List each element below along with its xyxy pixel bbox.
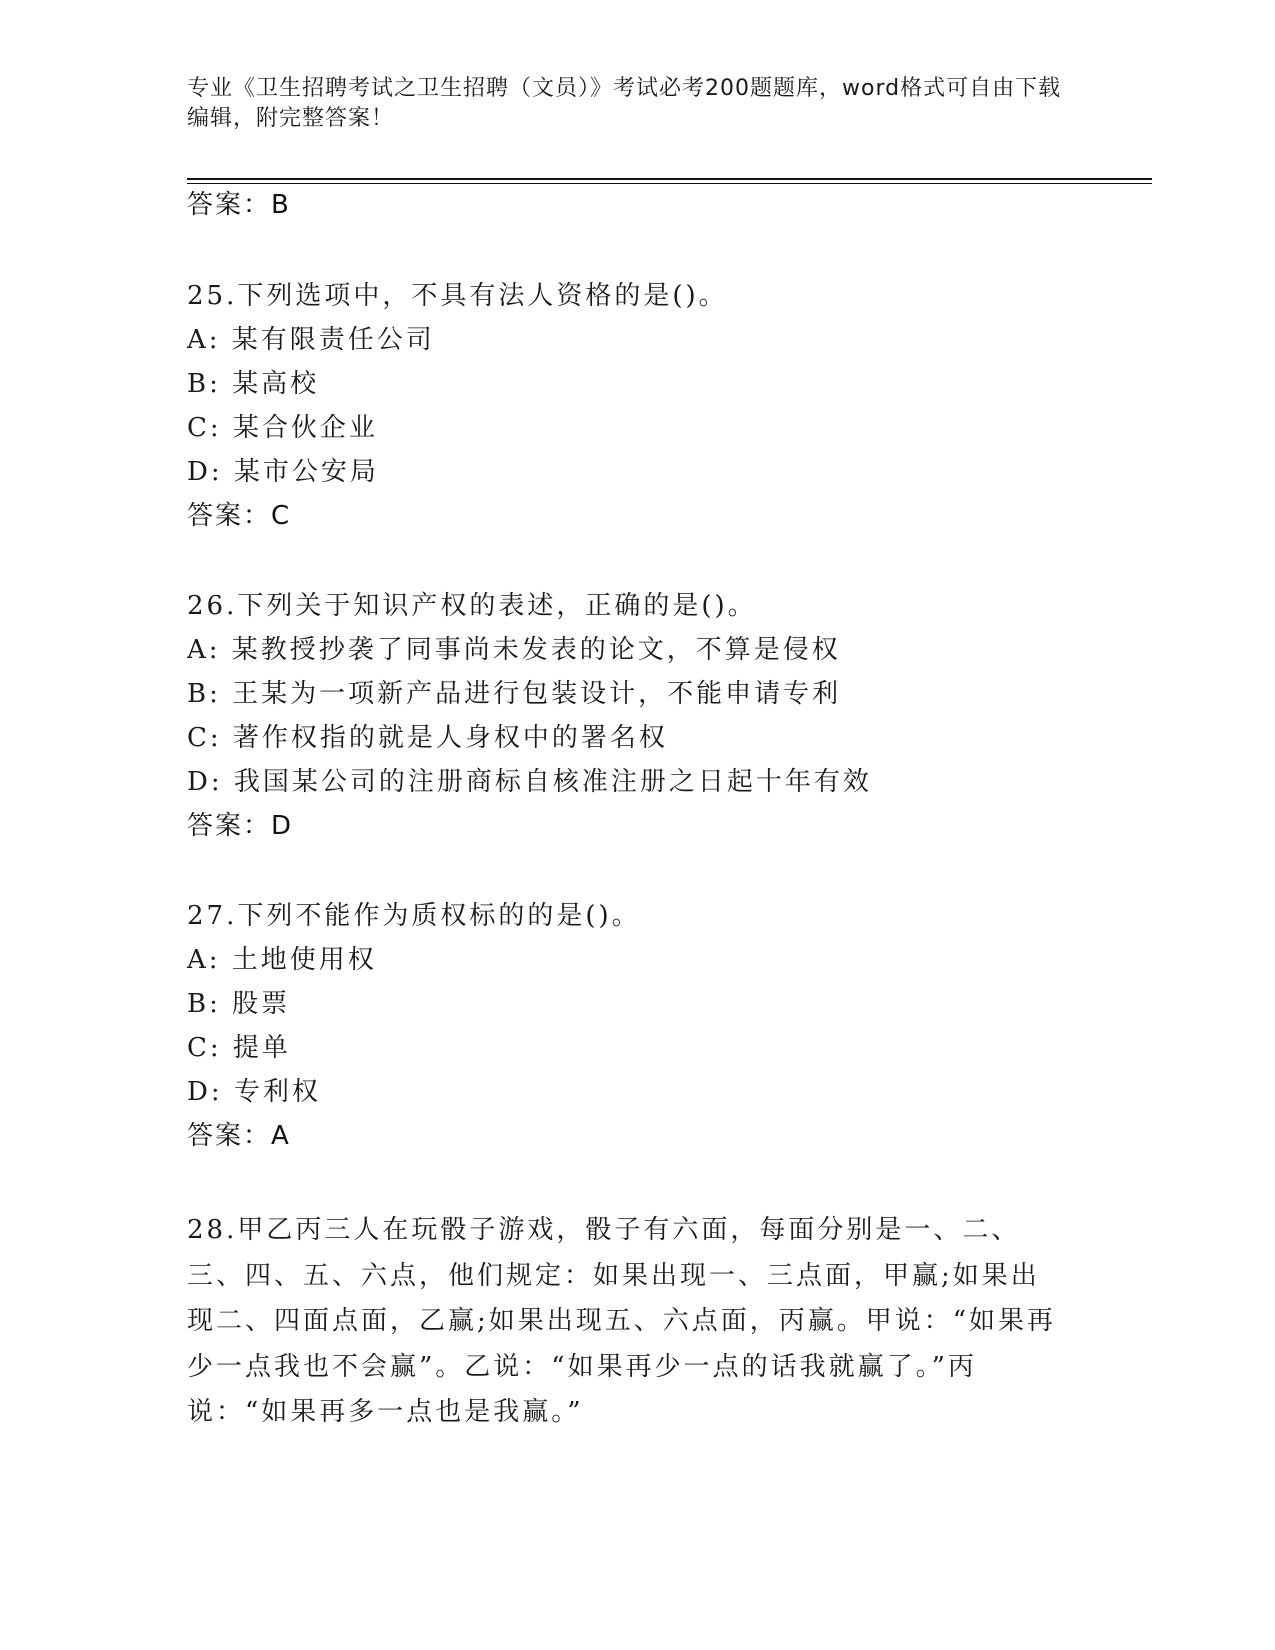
question-26-stem: 26.下列关于知识产权的表述，正确的是()。 <box>187 591 757 621</box>
question-27-option-d: D: 专利权 <box>187 1077 321 1107</box>
question-28-text: 28.甲乙丙三人在玩骰子游戏，骰子有六面，每面分别是一、二、三、四、五、六点，他们规定：如果出现一、三点面，甲赢;如果出现二、四面点面，乙赢;如果出现五、六点面，丙赢。甲说：“如果再少一点我也不会赢”。乙说：“如果再少一点的话我就赢了。”丙说：“如果再多一点也是我赢。” <box>187 1215 1057 1427</box>
question-25-option-c: C: 某合伙企业 <box>187 413 378 443</box>
question-26-option-d: D: 我国某公司的注册商标自核准注册之日起十年有效 <box>187 767 872 797</box>
document-header: 专业《卫生招聘考试之卫生招聘（文员）》考试必考200题题库，word格式可自由下载编辑，附完整答案！ <box>187 76 1062 131</box>
question-27-option-a: A: 土地使用权 <box>187 945 377 975</box>
question-25-answer: 答案：C <box>187 501 292 531</box>
question-27-answer: 答案：A <box>187 1121 291 1151</box>
question-26-option-c: C: 著作权指的就是人身权中的署名权 <box>187 723 668 753</box>
question-25-option-d: D: 某市公安局 <box>187 457 379 487</box>
question-26-option-b: B: 王某为一项新产品进行包装设计，不能申请专利 <box>187 679 842 709</box>
question-26-option-a: A: 某教授抄袭了同事尚未发表的论文，不算是侵权 <box>187 635 841 665</box>
header-rule-thick <box>187 178 1152 180</box>
question-25-stem: 25.下列选项中，不具有法人资格的是()。 <box>187 281 728 311</box>
previous-answer: 答案：B <box>187 190 291 220</box>
question-27-option-b: B: 股票 <box>187 989 291 1019</box>
question-26-answer: 答案：D <box>187 811 294 841</box>
question-27-stem: 27.下列不能作为质权标的的是()。 <box>187 901 641 931</box>
header-rule-thin <box>187 183 1152 184</box>
question-25-option-a: A: 某有限责任公司 <box>187 325 435 355</box>
question-25-option-b: B: 某高校 <box>187 369 320 399</box>
question-27-option-c: C: 提单 <box>187 1033 291 1063</box>
